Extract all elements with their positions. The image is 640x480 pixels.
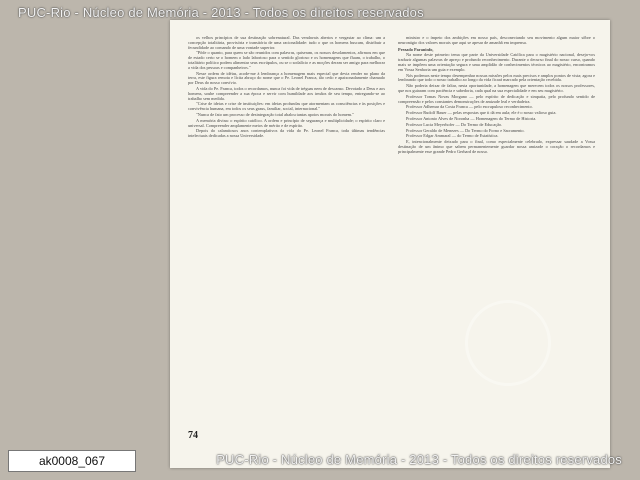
paragraph: Na nome deste primeiro tema que parte da Universidade Católica para o magistério nacional, deseja-vos traduzir algumas palavras de apreço e profundo reconhecimento. Durante o decurso final do nosso curso, quando mais se impõem uma orientação segura e uma amplidão de conhecimentos técnicos ao magistério, encontramos em Vossa Senhoria um guia e exemplo. [398, 52, 595, 72]
paragraph: E, intencionalmente deixado para o final, como especialmente celebrado, expressar saudade a Vossa destinação de um ânimo que sabem permanentemente guardar nossa amizade o coração o recordamos e principalmente esse grande Pedro Gerhard de nosso. [398, 139, 595, 154]
watermark-top: PUC-Rio - Núcleo de Memória - 2013 - Todos os direitos reservados [18, 5, 424, 20]
paragraph: ministro e o ímpeto dos ambições em nosso país, desconectando seu movimento algum maior sôbre o neuronágio dos valores morais que aqui se apesar de amanhã em imprensa. [398, 36, 595, 45]
paragraph: "Crise de ideias e crise de instituições: em ideias profundas que atormentam as consciências e às posições e convivência humana, em todos os seus graus, familiar, social, internacional." [188, 101, 385, 112]
left-text-column [188, 36, 385, 416]
paragraph: Nesse ordem de idéias, acode-me à lembrança a homenagem mais especial que devia render no plano da terra, este figura remota e lícita abraço do nome que o Pe. Leonel Franca, tão cedo e apaixonadamente chamado por Deus do nosso convívio. [188, 70, 385, 86]
paragraph: Professor Adhemar da Costa Franca — pelo escrupuloso reconhecimento. [406, 104, 533, 110]
watermark-bottom: PUC-Rio - Núcleo de Memória - 2013 - Todos os direitos reservados [216, 452, 622, 467]
watermark-seal [465, 300, 551, 386]
paragraph: Professor Edgar Ammaral — do Termo de Estatística. [406, 133, 499, 139]
paragraph: A memória divina: o espírito católico. A ordem e princípio de segurança e multiplicidade; o espírito claro e universal. Compreender amplamente meios de mérito e de espírito. [188, 117, 385, 128]
paragraph: A vida do Pe. Franca, todos o recordamos, nunca foi vida de tréguas nem de descanso. Devotado a Deus e aos homens, soube compreender a sua época e servir com humildade aos irmãos de seu tempo, entregando-se ao trabalho sem medida. [188, 85, 385, 101]
paragraph: Não poderia deixar de faltar, nesta oportunidade, a homenagem que merecem todos os nossos professores, que nos guiaram com paciência e sabedoria, cada qual na sua especialidade e em seu magistério. [398, 83, 595, 93]
paragraph: "Nunca de fato um processo de desintegração total abalou tantas apoios morais do homem." [196, 111, 354, 117]
right-text-column [398, 36, 595, 456]
paragraph: Professor Geraldo de Menezes — Do Termo do Forno e Sacramento. [406, 127, 525, 133]
scanned-page [170, 20, 610, 468]
paragraph: os velhos princípios de sua destinação sobrenatural. Das vendavais abertos e vergastar ao clima: um a concepção totalitária, provisória e transitória de uma racionalidade: tudo o que os homens buscam, distribuir a fecundidade ao comando de uma vontade superior. [188, 36, 385, 50]
paragraph: Professor Antonio Alves de Noronha — Homenagem do Termo de Historia. [406, 115, 537, 121]
paragraph: Nós podemos neste tempo desempenhar nossas missões pelos mais precisos e amplos pontos de vista; agora e lembrando que todo o nosso trabalho ao longo da vida ficará marcado pela orientação recebida. [398, 72, 595, 83]
archive-id-label: ak0008_067 [8, 450, 136, 472]
paragraph: Professor Tomas Novas Morgano — pelo espírito de dedicação e simpatia, pelo profundo sentido de compreensão e pelos constantes demonstrações de amizade leal e verdadeira. [398, 93, 595, 104]
paragraph: Depois do calamitosos anos contemplativos da vida do Pe. Leonel Franca, toda últimas tendências intelectuais dedicadas a nossa Universidade. [188, 128, 385, 139]
paragraph: Professor Lucia Meyerhofer — Do Termo de Educação. [406, 121, 503, 127]
page-number: 74 [188, 430, 198, 441]
salutation: Prezado Paraninfo, [398, 46, 434, 52]
paragraph: "Pôde o quanto, para quem se são reunidos com palavras, quiseram, os nossos desolamentos, afirmou em que de estado certo se o homem o lado laborioso para o sentido glorioso e os homenagens que fluam, o trabalho, o totalitário político podem alimentar seus escrúpulos, ou se o sodalício e as moções deram ser amigo para melhorar a vida dos pessoas e companheiros." [188, 50, 385, 70]
paragraph: Professor Rudolf Bauer — pelas respostas que ti dá em aula; ele é o nosso valioso guia. [406, 110, 557, 116]
